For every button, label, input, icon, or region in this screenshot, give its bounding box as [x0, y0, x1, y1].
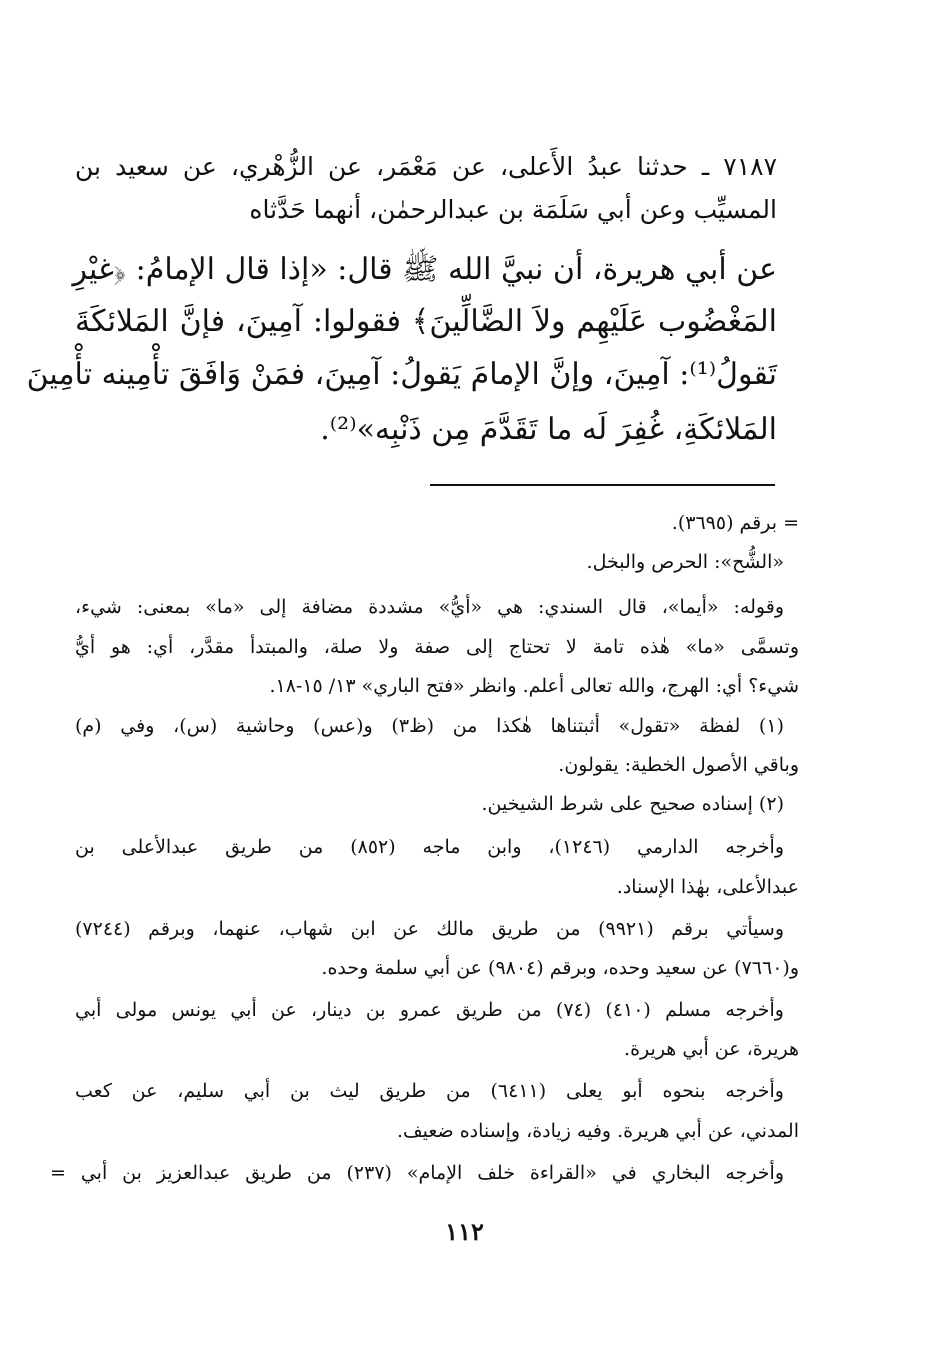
footnote-line-9: وأخرجه الدارمي (١٢٤٦)، وابن ماجه (٨٥٢) من طريق عبدالأعلى بن [75, 836, 784, 858]
footnote-line-17: وأخرجه البخاري في «القراءة خلف الإمام» (٢٣٧) من طريق عبدالعزيز بن أبي = [50, 1162, 785, 1184]
footnote-line-5: شيء؟ أي: الهرج، والله تعالى أعلم. وانظر «فتح الباري» ١٣/ ١٥-١٨. [269, 675, 799, 697]
footnote-line-8: (٢) إسناده صحيح على شرط الشيخين. [481, 793, 784, 815]
isnad-line-2: المسيِّب وعن أبي سَلَمَة بن عبدالرحمٰن، أنهما حَدَّثاه [249, 195, 777, 224]
matn-line-3: تَقولُ⁽¹⁾: آمِينَ، وإنَّ الإمامَ يَقولُ: آمِينَ، فمَنْ وَافَقَ تأْمِينه تأْمِينَ [26, 357, 777, 392]
footnote-line-1: = برقم (٣٦٩٥). [671, 512, 799, 534]
footnote-line-6: (١) لفظة «تقول» أثبتناها هٰكذا من (ظ٣) و(عس) وحاشية (س)، وفي (م) [75, 715, 784, 737]
footnote-line-14: هريرة، عن أبي هريرة. [624, 1038, 799, 1060]
footnote-line-4: وتسمَّى «ما» هٰذه تامة لا تحتاج إلى صفة ولا صلة، والمبتدأ مقدَّر، أي: هو أيُّ [75, 636, 799, 658]
footnote-line-10: عبدالأعلى، بهٰذا الإسناد. [616, 876, 799, 898]
isnad-line-1: ٧١٨٧ ـ حدثنا عبدُ الأَعلى، عن مَعْمَر، عن الزُّهْري، عن سعيد بن [75, 152, 777, 181]
page-number: ١١٢ [445, 1217, 484, 1246]
footnote-line-3: وقوله: «أيما»، قال السندي: هي «أيُّ» مشددة مضافة إلى «ما» بمعنى: شيء، [75, 596, 784, 618]
footnote-line-15: وأخرجه بنحوه أبو يعلى (٦٤١١) من طريق ليث بن أبي سليم، عن كعب [75, 1080, 784, 1102]
footnote-line-13: وأخرجه مسلم (٤١٠) (٧٤) من طريق عمرو بن دينار، عن أبي يونس مولى أبي [75, 999, 784, 1021]
matn-line-4: المَلائكَةِ، غُفِرَ لَه ما تَقَدَّمَ مِن ذَنْبِه»⁽²⁾. [320, 412, 777, 447]
footnote-line-12: و(٧٦٦٠) عن سعيد وحده، وبرقم (٩٨٠٤) عن أبي سلمة وحده. [321, 957, 799, 979]
matn-line-1: عن أبي هريرة، أن نبيَّ الله ﷺ قال: «إذا قال الإمامُ: ﴿غيْرِ [72, 252, 777, 287]
footnote-line-16: المدني، عن أبي هريرة. وفيه زيادة، وإسناده ضعيف. [396, 1120, 799, 1142]
matn-line-2: المَغْضُوب عَلَيْهِم ولاَ الضَّالِّينَ﴾ فقولوا: آمِينَ، فإنَّ المَلائكَةَ [75, 304, 777, 339]
footnote-line-7: وباقي الأصول الخطية: يقولون. [558, 754, 799, 776]
footnote-line-11: وسيأتي برقم (٩٩٢١) من طريق مالك عن ابن شهاب، عنهما، وبرقم (٧٢٤٤) [75, 918, 784, 940]
footnote-divider [430, 484, 775, 486]
footnote-line-2: «الشُّح»: الحرص والبخل. [586, 551, 784, 573]
